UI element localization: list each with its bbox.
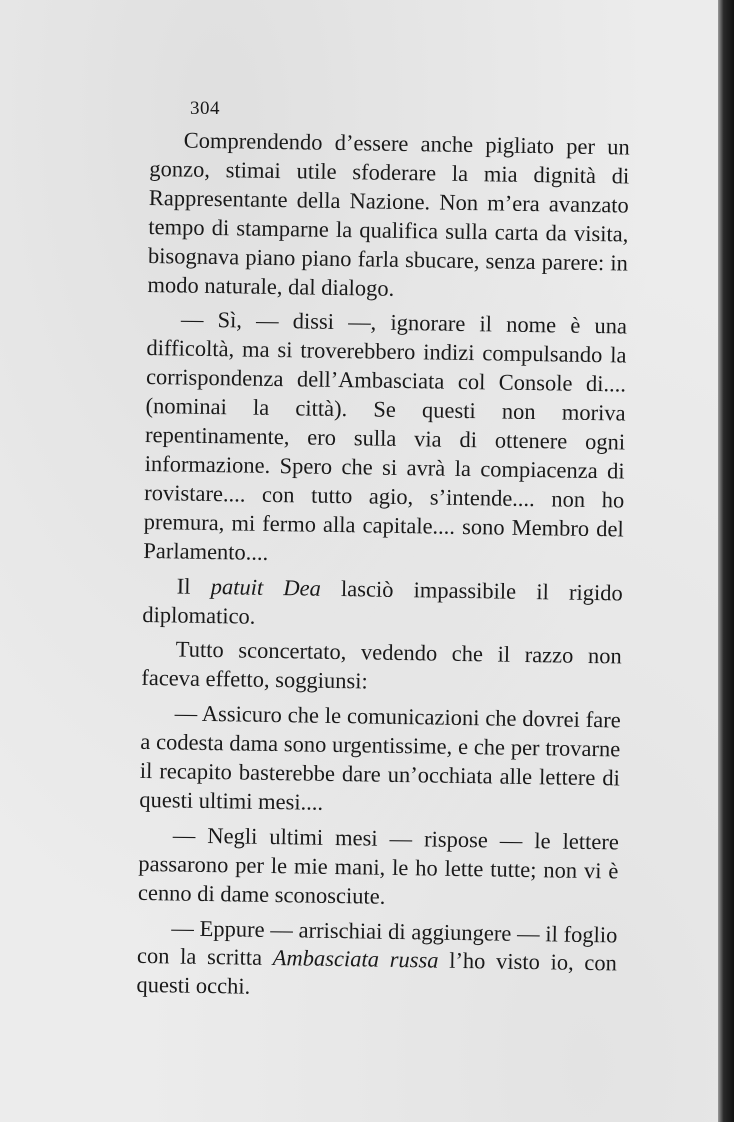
paragraph — [138, 821, 619, 915]
paragraph — [141, 635, 622, 700]
paragraph — [143, 305, 627, 573]
text-run: Comprendendo d’essere anche pigliato per un gonzo, stimai utile sfoderare la mia dignità di Rappresentante della Nazione. Non m’era avanzato tempo di stamparne la qualifica sulla carta da visita, bisognava piano piano farla sbucare, senza parere: in modo naturale, dal dialogo. — [147, 127, 630, 301]
page-number: 304 — [190, 98, 220, 119]
body-text — [136, 126, 630, 1008]
italic-run: patuit Dea — [210, 573, 322, 601]
paragraph — [136, 913, 617, 1007]
paragraph — [147, 126, 630, 307]
text-run: l’ho visto io, con questi occhi. — [136, 948, 618, 1000]
text-run: — Sì, — dissi —, ignorare il nome è una difficoltà, ma si troverebbero indizi compulsando la corrispondenza dell’Ambasciata col Console di.... (nominai la città). Se questi non moriva repentinamente, ero sulla via di ottenere ogni informazione. Spero che si avrà la compiacenza di rovistare.... con tutto agio, s’intende.... non ho premura, mi fermo alla capitale.... sono Membro del Parlamento.... — [143, 306, 628, 565]
paragraph — [139, 699, 621, 822]
text-run: — Eppure — arrischiai di aggiungere — il foglio con la scritta — [136, 914, 618, 971]
text-run: lasciò impassibile il rigido diplomatico. — [142, 575, 623, 629]
book-spine-shadow — [718, 0, 734, 1122]
text-run: — Negli ultimi mesi — rispose — le lettere passarono per le mie mani, le ho lette tutte; non vi è cenno di dame sconosciute. — [137, 822, 620, 909]
text-run: — Assicuro che le comunicazioni che dovrei fare a codesta dama sono urgentissime, e che per trovarne il recapito basterebbe dare un’occhiata alle lettere di questi ultimi mesi.... — [139, 700, 621, 815]
paragraph — [142, 572, 623, 637]
text-run: Tutto sconcertato, vedendo che il razzo non faceva effetto, soggiunsi: — [141, 636, 622, 694]
italic-run: Ambasciata russa — [272, 945, 439, 974]
text-run: Il — [176, 573, 211, 599]
